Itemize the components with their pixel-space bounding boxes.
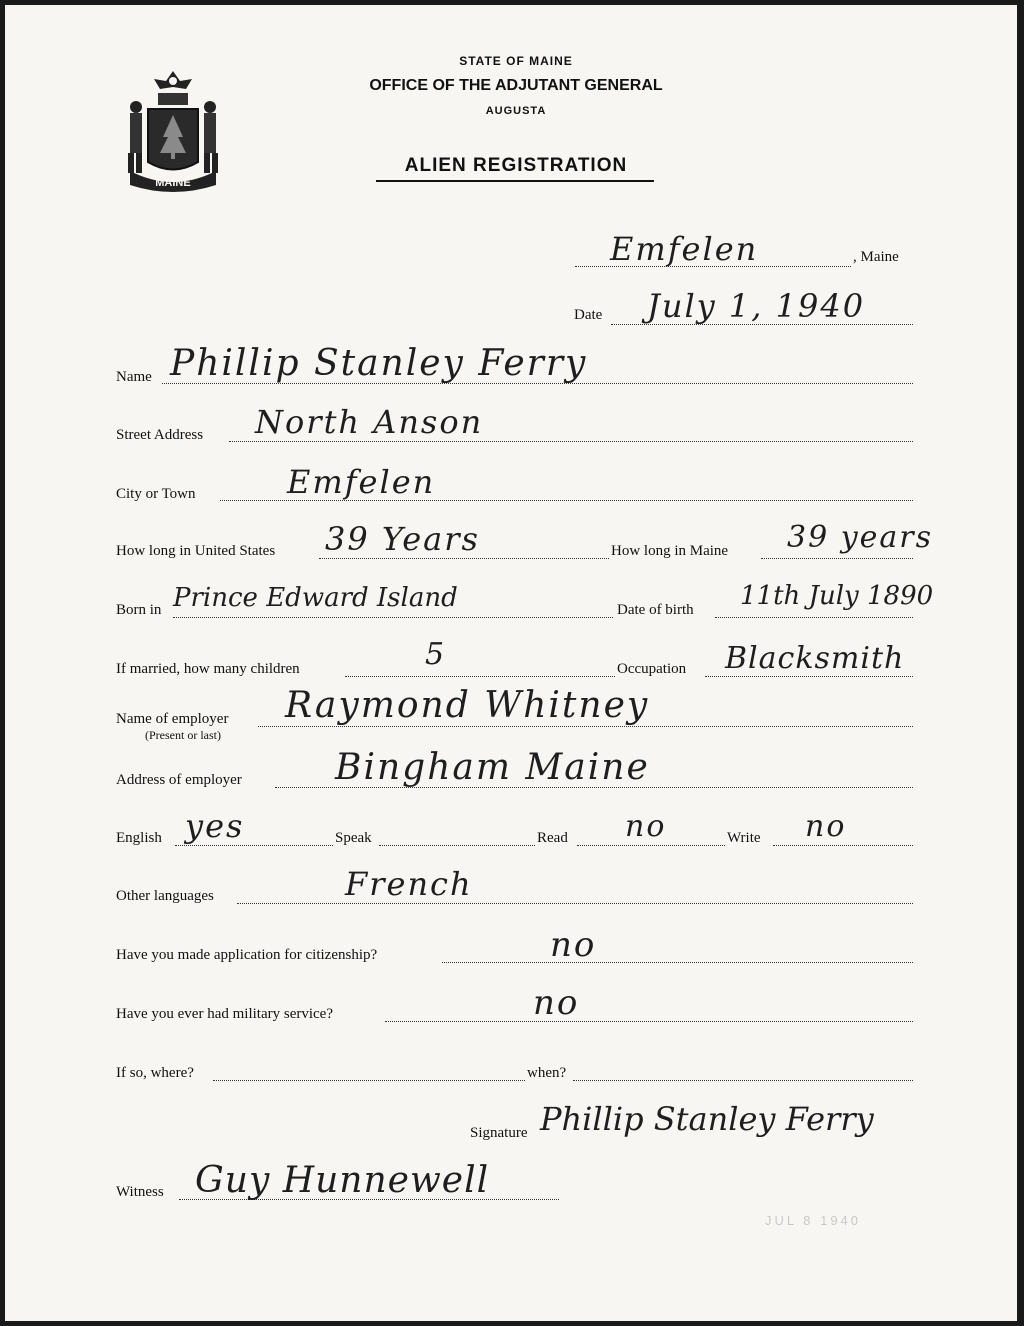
name-value: Phillip Stanley Ferry xyxy=(170,343,588,384)
long-us-label: How long in United States xyxy=(116,543,276,559)
other-languages-label: Other languages xyxy=(116,888,214,904)
town-value: Emfelen xyxy=(610,230,759,268)
occupation-value: Blacksmith xyxy=(725,641,905,676)
employer-label: Name of employer xyxy=(116,711,229,727)
english-value: yes xyxy=(185,807,245,845)
read-label: Read xyxy=(537,830,568,846)
name-label: Name xyxy=(116,369,152,385)
employer-sublabel: (Present or last) xyxy=(145,728,221,742)
city-label: City or Town xyxy=(116,486,196,502)
state-heading: STATE OF MAINE xyxy=(459,54,573,68)
witness-value: Guy Hunnewell xyxy=(195,1160,490,1201)
office-heading: OFFICE OF THE ADJUTANT GENERAL xyxy=(369,77,663,94)
citizenship-value: no xyxy=(550,925,597,965)
title-underline xyxy=(376,180,654,182)
speak-label: Speak xyxy=(335,830,372,846)
employer-address-value: Bingham Maine xyxy=(335,747,650,788)
other-languages-value: French xyxy=(345,865,473,903)
children-label: If married, how many children xyxy=(116,661,300,677)
citizenship-label: Have you made application for citizenship? xyxy=(116,947,378,963)
signature-value: Phillip Stanley Ferry xyxy=(540,1100,874,1138)
where-label: If so, where? xyxy=(116,1065,194,1081)
born-value: Prince Edward Island xyxy=(173,583,458,613)
when-label: when? xyxy=(527,1065,567,1081)
city-value: Emfelen xyxy=(287,463,436,501)
maine-suffix: , Maine xyxy=(853,249,899,265)
signature-label: Signature xyxy=(470,1125,528,1141)
witness-label: Witness xyxy=(116,1184,164,1200)
occupation-label: Occupation xyxy=(617,661,687,677)
date-label: Date xyxy=(574,307,603,323)
maine-state-seal-icon xyxy=(118,67,228,197)
seal-text: MAINE xyxy=(155,177,191,189)
city-heading: AUGUSTA xyxy=(485,105,547,117)
long-maine-label: How long in Maine xyxy=(611,543,729,559)
long-us-value: 39 Years xyxy=(325,520,480,558)
born-label: Born in xyxy=(116,602,162,618)
registration-form xyxy=(5,5,1017,1321)
received-stamp: JUL 8 1940 xyxy=(765,1213,862,1228)
employer-value: Raymond Whitney xyxy=(285,685,650,726)
street-label: Street Address xyxy=(116,427,204,443)
children-value: 5 xyxy=(425,637,447,672)
date-value: July 1, 1940 xyxy=(647,287,866,325)
street-value: North Anson xyxy=(255,403,484,441)
write-value: no xyxy=(805,809,847,844)
employer-address-label: Address of employer xyxy=(116,772,242,788)
dob-value: 11th July 1890 xyxy=(740,581,934,611)
military-label: Have you ever had military service? xyxy=(116,1006,333,1022)
write-label: Write xyxy=(727,830,761,846)
english-label: English xyxy=(116,830,162,846)
long-maine-value: 39 years xyxy=(787,520,934,555)
military-value: no xyxy=(533,983,580,1023)
form-title: ALIEN REGISTRATION xyxy=(404,155,628,176)
dob-label: Date of birth xyxy=(617,602,694,618)
read-value: no xyxy=(625,809,667,844)
